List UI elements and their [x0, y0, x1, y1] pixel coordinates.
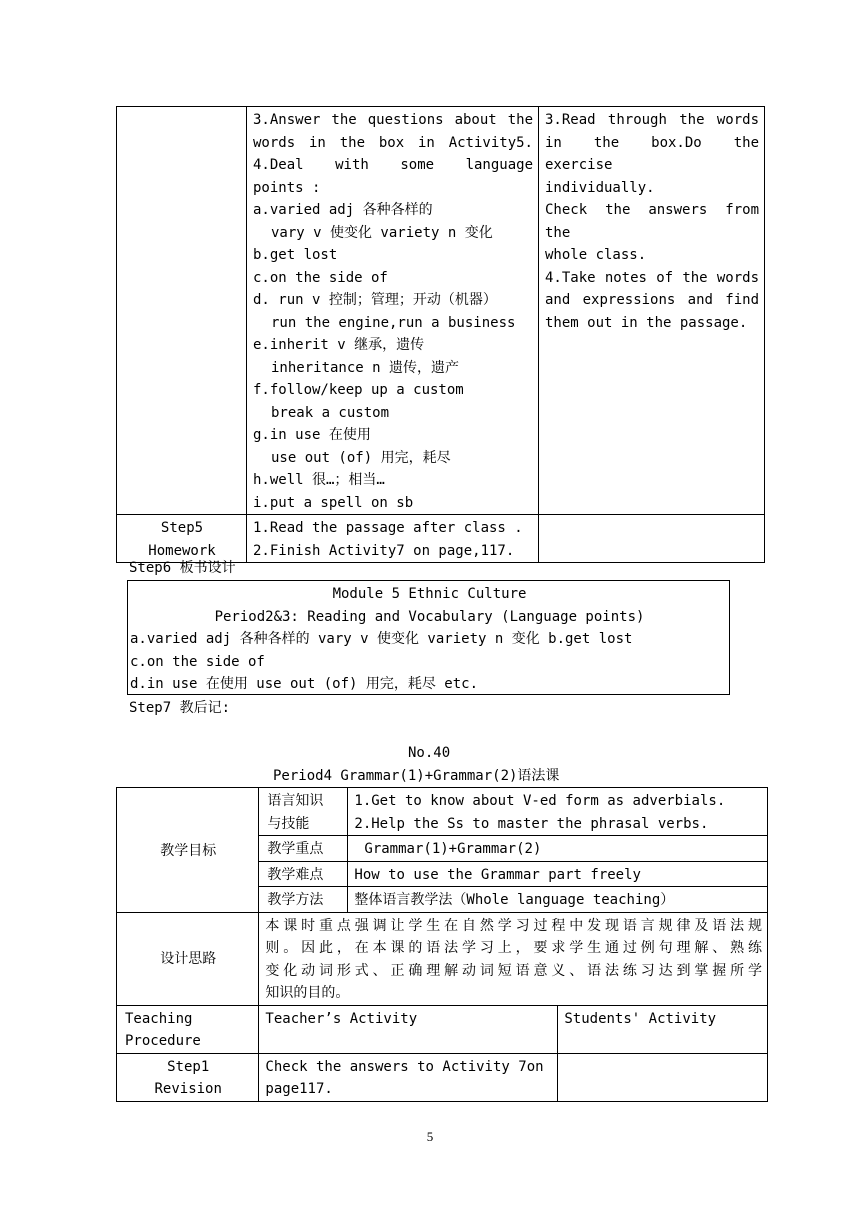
teacher-header-cell: [259, 1005, 558, 1053]
knowledge-item: 2.Help the Ss to master the phrasal verbs.: [354, 815, 709, 832]
focus-label-cell: [259, 836, 348, 862]
activity-line: them out in the passage.: [545, 314, 748, 331]
focus-label: 教学重点: [267, 841, 324, 857]
activity-line: inheritance n 遗传，遗产: [271, 359, 460, 376]
page-number: 5: [426, 1129, 434, 1144]
table-row: [117, 515, 765, 563]
design-line: 知识的目的。: [265, 985, 350, 1001]
lesson-number: No.40: [408, 745, 451, 761]
design-line: 本课时重点强调让学生在自然学习过程中发现语言规律及语法规: [265, 917, 762, 934]
students-header: Students' Activity: [564, 1010, 717, 1027]
step-name: Step1: [167, 1058, 210, 1075]
step7-label: Step7 教后记:: [129, 700, 231, 716]
design-line: 变化动词形式、正确理解动词短语意义、语法练习达到掌握所学: [265, 962, 762, 979]
step6-label: Step6 板书设计: [129, 560, 236, 576]
focus-cell: [348, 836, 768, 862]
difficulty-cell: [348, 861, 768, 887]
board-subtitle: Period2&3: Reading and Vocabulary (Language points): [214, 608, 645, 625]
method-label-cell: [259, 887, 348, 913]
table-row: [117, 107, 765, 515]
board-title: Module 5 Ethnic Culture: [332, 586, 527, 602]
activity-line: break a custom: [271, 404, 390, 421]
activity-line: in the box.Do the exercise: [545, 134, 759, 173]
difficulty-text: How to use the Grammar part freely: [354, 866, 641, 883]
focus-text: Grammar(1)+Grammar(2): [364, 841, 542, 857]
activity-line: g.in use 在使用: [253, 427, 371, 443]
activity-line: words in the box in Activity5.: [253, 134, 533, 151]
activity-line: h.well 很…；相当…: [253, 472, 385, 488]
method-label: 教学方法: [267, 892, 324, 908]
activity-line: run the engine,run a business: [271, 314, 516, 331]
knowledge-label: 语言知识: [267, 793, 324, 809]
board-line: c.on the side of: [130, 653, 265, 670]
students-activity-cell-empty: [558, 1053, 768, 1101]
step-cell-empty: [117, 107, 247, 515]
blackboard-design-box: [127, 580, 730, 695]
activity-line: 4.Deal with some language: [253, 157, 533, 173]
procedure-label: Teaching: [125, 1010, 193, 1027]
knowledge-cell: [348, 788, 768, 836]
homework-item: 2.Finish Activity7 on page,117.: [253, 542, 515, 559]
activity-line: vary v 使变化 variety n 变化: [271, 224, 493, 241]
design-line: 则。因此，在本课的语法学习上，要求学生通过例句理解、熟练: [265, 940, 762, 956]
procedure-label: Procedure: [125, 1033, 201, 1049]
teacher-activity-cell: [247, 515, 539, 563]
activity-line: and expressions and find: [545, 292, 759, 308]
activity-line: Check the answers to Activity 7on: [265, 1058, 544, 1075]
activity-line: 4.Take notes of the words: [545, 269, 759, 286]
period-title: Period4 Grammar(1)+Grammar(2)语法课: [273, 768, 560, 784]
board-line: a.varied adj 各种各样的 vary v 使变化 variety n 变化 b.get lost: [130, 631, 633, 647]
procedure-label-cell: [117, 1005, 259, 1053]
activity-line: page117.: [265, 1081, 333, 1097]
activity-line: a.varied adj 各种各样的: [253, 202, 433, 218]
table-row: [117, 1053, 768, 1101]
activity-line: f.follow/keep up a custom: [253, 382, 464, 398]
step-name: Step5: [160, 520, 204, 536]
activity-line: e.inherit v 继承，遗传: [253, 337, 425, 353]
lesson-plan-table: [116, 787, 768, 1102]
activity-line: c.on the side of: [253, 269, 388, 286]
activity-line: use out (of) 用完，耗尽: [271, 449, 451, 466]
design-label-cell: [117, 912, 259, 1005]
activity-line: Check the answers from the: [545, 202, 759, 241]
activity-line: 3.Read through the words: [545, 112, 759, 128]
activity-line: d. run v 控制；管理；开动（机器）: [253, 292, 497, 308]
activity-line: individually.: [545, 179, 655, 196]
table-row: [117, 788, 768, 836]
design-label: 设计思路: [160, 951, 217, 968]
students-activity-cell-empty: [539, 515, 765, 563]
table-row: [117, 912, 768, 1005]
knowledge-item: 1.Get to know about V-ed form as adverbials.: [354, 793, 726, 809]
homework-item: 1.Read the passage after class .: [253, 520, 523, 536]
activity-line: whole class.: [545, 247, 647, 263]
knowledge-label-cell: [259, 788, 348, 836]
step-stage: Revision: [154, 1081, 222, 1097]
knowledge-label: 与技能: [267, 815, 310, 832]
students-header-cell: [558, 1005, 768, 1053]
teacher-activity-cell: [259, 1053, 558, 1101]
step-stage: Homework: [148, 542, 216, 559]
activity-line: i.put a spell on sb: [253, 494, 414, 511]
lesson-table-continued: [116, 106, 765, 563]
activity-line: points :: [253, 179, 321, 196]
teacher-header: Teacher’s Activity: [265, 1010, 418, 1027]
method-cell: [348, 887, 768, 913]
step-cell: [117, 1053, 259, 1101]
table-row: [117, 1005, 768, 1053]
difficulty-label-cell: [259, 861, 348, 887]
activity-line: 3.Answer the questions about the: [253, 112, 533, 128]
difficulty-label: 教学难点: [267, 866, 324, 883]
students-activity-cell: [539, 107, 765, 515]
board-line: d.in use 在使用 use out (of) 用完，耗尽 etc.: [130, 676, 479, 692]
objectives-label: 教学目标: [160, 842, 217, 859]
activity-line: b.get lost: [253, 247, 338, 263]
step-cell: [117, 515, 247, 563]
objectives-label-cell: [117, 788, 259, 913]
method-text: 整体语言教学法（Whole language teaching）: [354, 892, 675, 908]
teacher-activity-cell: [247, 107, 539, 515]
design-cell: [259, 912, 768, 1005]
